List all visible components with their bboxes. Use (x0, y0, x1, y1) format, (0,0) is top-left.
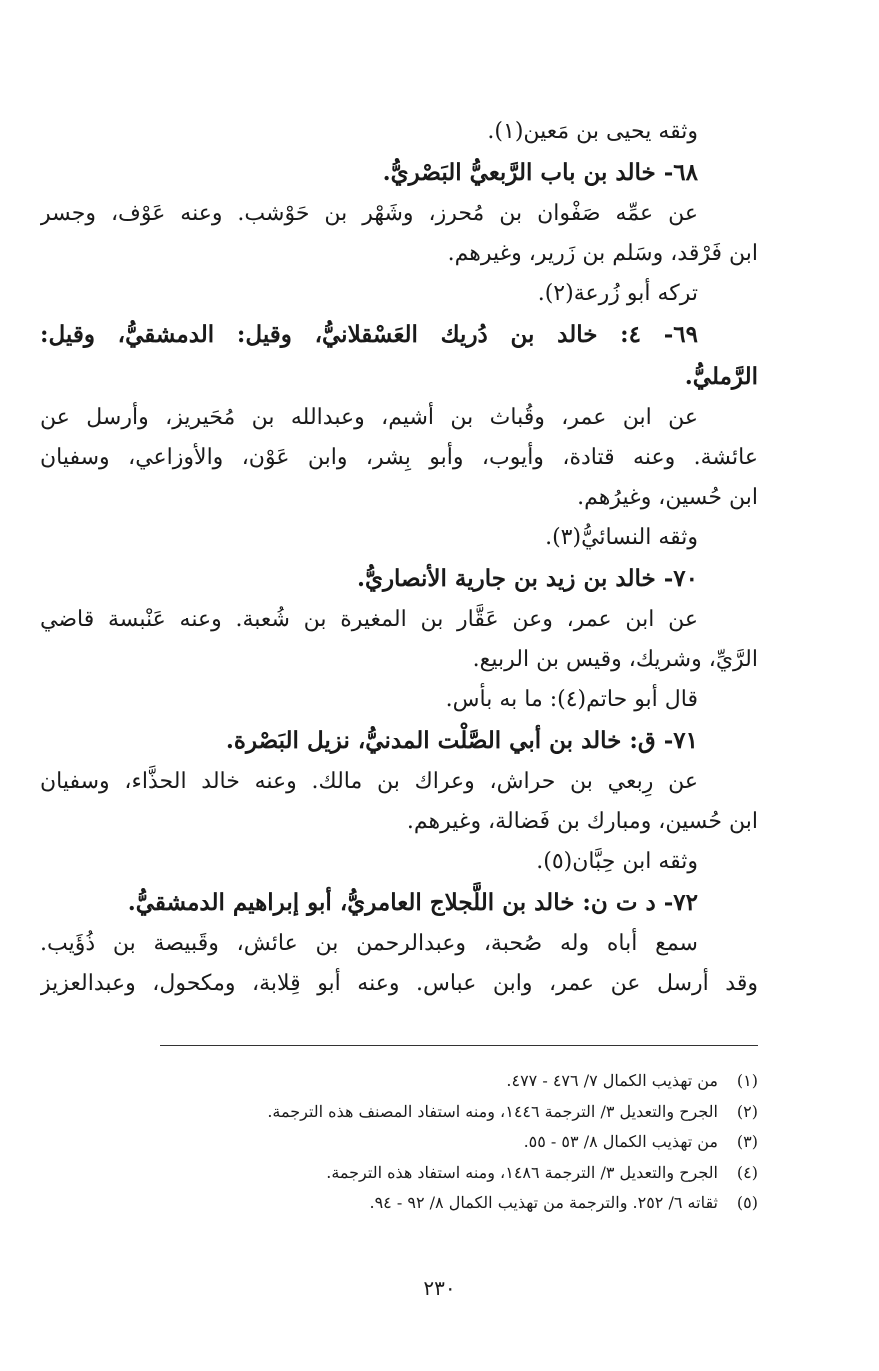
footnote-text: من تهذيب الكمال ٨/ ٥٣ - ٥٥. (523, 1132, 718, 1151)
text-line: عن عمِّه صَفْوان بن مُحرز، وشَهْر بن حَوْشب. وعنه عَوْف، وجسر (40, 201, 698, 226)
footnote-text: الجرح والتعديل ٣/ الترجمة ١٤٤٦، ومنه استفاد المصنف هذه الترجمة. (267, 1101, 718, 1121)
footnote-text: ثقاته ٦/ ٢٥٢. والترجمة من تهذيب الكمال ٨/ ٩٢ - ٩٤. (369, 1193, 718, 1212)
footnote-separator (160, 1045, 758, 1046)
text-line: عن ابن عمر، وعن عَقَّار بن المغيرة بن شُعبة. وعنه عَنْبسة قاضي (40, 607, 698, 632)
entry-heading-72: ٧٢- د ت ن: خالد بن اللَّجلاج العامريُّ، أبو إبراهيم الدمشقيُّ. (127, 889, 698, 916)
main-text (40, 112, 758, 1004)
footnotes (118, 1066, 758, 1219)
text-line: ابن فَرْقد، وسَلم بن زَرير، وغيرهم. (447, 241, 758, 266)
text-line: ابن حُسين، ومبارك بن فَضالة، وغيرهم. (406, 809, 758, 834)
footnote-4 (118, 1158, 758, 1189)
footnote-1 (118, 1066, 758, 1097)
entry-heading-71: ٧١- ق: خالد بن أبي الصَّلْت المدنيُّ، نزيل البَصْرة. (225, 727, 698, 754)
footnote-text: من تهذيب الكمال ٧/ ٤٧٦ - ٤٧٧. (506, 1071, 718, 1090)
footnote-2 (118, 1097, 758, 1128)
text-line: سمع أباه وله صُحبة، وعبدالرحمن بن عائش، وقَبيصة بن ذُؤَيب. (40, 931, 698, 956)
entry-heading-70: ٧٠- خالد بن زيد بن جارية الأنصاريُّ. (356, 565, 698, 592)
footnote-number: (٥) (736, 1193, 758, 1212)
text-line: وقد أرسل عن عمر، وابن عباس. وعنه أبو قِلابة، ومكحول، وعبدالعزيز (40, 971, 758, 996)
text-line: عن ابن عمر، وقُباث بن أشيم، وعبدالله بن مُحَيريز، وأرسل عن (40, 405, 698, 430)
text-line: وثقه النسائيُّ(٣). (545, 525, 698, 550)
footnote-5 (118, 1188, 758, 1219)
entry-heading-69: ٦٩- ٤: خالد بن دُريك العَسْقلانيُّ، وقيل: الدمشقيُّ، وقيل: (40, 321, 698, 348)
text-line: عائشة. وعنه قتادة، وأيوب، وأبو بِشر، وابن عَوْن، والأوزاعي، وسفيان (40, 445, 758, 470)
text-line: وثقه يحيى بن مَعين(١). (487, 119, 698, 144)
footnote-number: (٢) (736, 1101, 758, 1121)
page-number: ٢٣٠ (423, 1276, 456, 1300)
entry-heading-69-continued: الرَّمليُّ. (684, 363, 758, 390)
text-line: الرَّيِّ، وشريك، وقيس بن الربيع. (472, 647, 758, 672)
text-line: عن رِبعي بن حراش، وعراك بن مالك. وعنه خالد الحذَّاء، وسفيان (40, 769, 698, 794)
footnote-text: الجرح والتعديل ٣/ الترجمة ١٤٨٦، ومنه استفاد هذه الترجمة. (326, 1162, 718, 1182)
footnote-number: (١) (736, 1071, 758, 1090)
footnote-3 (118, 1127, 758, 1158)
footnote-number: (٣) (736, 1132, 758, 1151)
text-line: ابن حُسين، وغيرُهم. (577, 485, 758, 510)
text-line: قال أبو حاتم(٤): ما به بأس. (445, 687, 698, 712)
text-line: وثقه ابن حِبَّان(٥). (536, 849, 698, 874)
footnote-number: (٤) (736, 1162, 758, 1182)
entry-heading-68: ٦٨- خالد بن باب الرَّبعيُّ البَصْريُّ. (382, 159, 698, 186)
text-line: تركه أبو زُرعة(٢). (537, 281, 698, 306)
